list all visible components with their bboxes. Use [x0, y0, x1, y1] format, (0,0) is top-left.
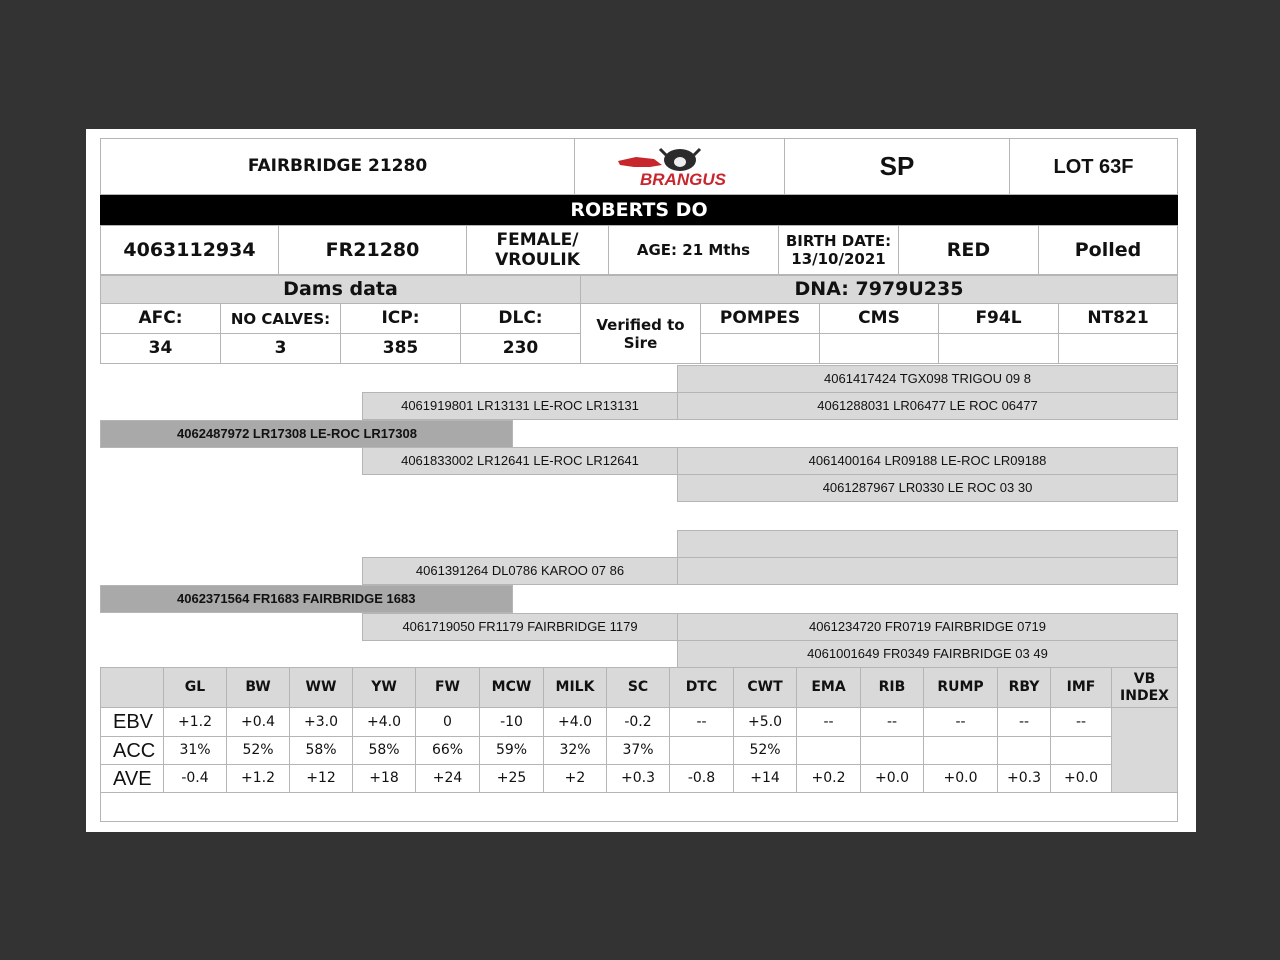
- ebv-value-ave-sc: +0.3: [606, 764, 670, 793]
- herd-code: FR21280: [278, 225, 467, 275]
- ebv-value-ebv-dtc: --: [669, 707, 734, 737]
- dlc-label: DLC:: [460, 303, 581, 334]
- ebv-value-acc-ema: [796, 736, 861, 765]
- ebv-value-ebv-rib: --: [860, 707, 924, 737]
- ebv-col-rump: RUMP: [923, 667, 998, 708]
- ebv-value-ebv-rump: --: [923, 707, 998, 737]
- footer-blank-row: [100, 792, 1178, 822]
- pedigree-dam: 4062371564 FR1683 FAIRBRIDGE 1683: [100, 585, 513, 613]
- vb-index-line1: VB: [1133, 670, 1156, 687]
- dams-title: Dams data: [100, 275, 581, 304]
- ebv-value-acc-rump: [923, 736, 998, 765]
- pedigree-dd-sire: 4061234720 FR0719 FAIRBRIDGE 0719: [677, 613, 1178, 641]
- ebv-value-acc-fw: 66%: [415, 736, 480, 765]
- ebv-col-rib: RIB: [860, 667, 924, 708]
- ebv-col-bw: BW: [226, 667, 290, 708]
- ebv-value-ebv-ema: --: [796, 707, 861, 737]
- ebv-corner: [100, 667, 164, 708]
- ebv-value-acc-ww: 58%: [289, 736, 353, 765]
- ebv-value-ave-ww: +12: [289, 764, 353, 793]
- logo-text: BRANGUS: [639, 169, 726, 189]
- ebv-value-ebv-fw: 0: [415, 707, 480, 737]
- ebv-value-ave-cwt: +14: [733, 764, 797, 793]
- id-number: 4063112934: [100, 225, 279, 275]
- dna-test-cms: CMS: [819, 303, 939, 334]
- dlc-value: 230: [460, 333, 581, 364]
- ebv-col-mcw: MCW: [479, 667, 544, 708]
- ebv-value-acc-imf: [1050, 736, 1112, 765]
- horn-status: Polled: [1038, 225, 1178, 275]
- icp-value: 385: [340, 333, 461, 364]
- dna-test-nt821: NT821: [1058, 303, 1178, 334]
- ebv-value-ave-mcw: +25: [479, 764, 544, 793]
- pedigree-sire-sire: 4061919801 LR13131 LE-ROC LR13131: [362, 392, 678, 420]
- sex-cell: [466, 225, 609, 275]
- age: AGE: 21 Mths: [608, 225, 779, 275]
- ebv-col-sc: SC: [606, 667, 670, 708]
- vb-index-line2: INDEX: [1120, 687, 1169, 704]
- ebv-col-yw: YW: [352, 667, 416, 708]
- pedigree-sire-dam: 4061833002 LR12641 LE-ROC LR12641: [362, 447, 678, 475]
- ebv-row-label-acc: ACC: [100, 736, 164, 765]
- ebv-value-ave-rump: +0.0: [923, 764, 998, 793]
- verified-cell: [580, 303, 701, 364]
- dna-result-nt821: [1058, 333, 1178, 364]
- ebv-value-ebv-mcw: -10: [479, 707, 544, 737]
- sex-line2: VROULIK: [495, 250, 580, 270]
- pedigree-sd-dam: 4061287967 LR0330 LE ROC 03 30: [677, 474, 1178, 502]
- brangus-logo: [574, 138, 785, 195]
- ebv-value-ave-fw: +24: [415, 764, 480, 793]
- ebv-value-ave-gl: -0.4: [163, 764, 227, 793]
- pedigree-dam-dam: 4061719050 FR1179 FAIRBRIDGE 1179: [362, 613, 678, 641]
- dna-result-cms: [819, 333, 939, 364]
- catalogue-card: [86, 129, 1196, 832]
- ebv-value-acc-rib: [860, 736, 924, 765]
- ebv-value-ebv-gl: +1.2: [163, 707, 227, 737]
- ebv-value-acc-yw: 58%: [352, 736, 416, 765]
- ebv-value-ebv-imf: --: [1050, 707, 1112, 737]
- ebv-value-ebv-sc: -0.2: [606, 707, 670, 737]
- breeder-bar: ROBERTS DO: [100, 195, 1178, 225]
- ebv-col-milk: MILK: [543, 667, 607, 708]
- lot-number: LOT 63F: [1009, 138, 1178, 195]
- pedigree-ds-sire: [677, 530, 1178, 558]
- pedigree-ds-dam: [677, 557, 1178, 585]
- ebv-value-ebv-milk: +4.0: [543, 707, 607, 737]
- pedigree-sire: 4062487972 LR17308 LE-ROC LR17308: [100, 420, 513, 448]
- ebv-col-gl: GL: [163, 667, 227, 708]
- ebv-row-label-ave: AVE: [100, 764, 164, 793]
- afc-label: AFC:: [100, 303, 221, 334]
- ebv-value-ave-yw: +18: [352, 764, 416, 793]
- ebv-value-acc-dtc: [669, 736, 734, 765]
- dna-test-f94l: F94L: [938, 303, 1059, 334]
- ebv-col-ww: WW: [289, 667, 353, 708]
- calves-value: 3: [220, 333, 341, 364]
- pedigree-dam-sire: 4061391264 DL0786 KAROO 07 86: [362, 557, 678, 585]
- ebv-value-acc-cwt: 52%: [733, 736, 797, 765]
- ebv-value-ave-ema: +0.2: [796, 764, 861, 793]
- ebv-value-acc-rby: [997, 736, 1051, 765]
- grade-badge: SP: [784, 138, 1010, 195]
- ebv-value-ebv-bw: +0.4: [226, 707, 290, 737]
- pedigree-ss-sire: 4061417424 TGX098 TRIGOU 09 8: [677, 365, 1178, 393]
- ebv-value-ave-imf: +0.0: [1050, 764, 1112, 793]
- ebv-value-ebv-cwt: +5.0: [733, 707, 797, 737]
- sex-line1: FEMALE/: [496, 229, 579, 250]
- ebv-value-ebv-rby: --: [997, 707, 1051, 737]
- ebv-value-acc-sc: 37%: [606, 736, 670, 765]
- ebv-value-ave-bw: +1.2: [226, 764, 290, 793]
- ebv-value-ave-dtc: -0.8: [669, 764, 734, 793]
- dna-result-f94l: [938, 333, 1059, 364]
- ebv-value-ave-milk: +2: [543, 764, 607, 793]
- ebv-col-rby: RBY: [997, 667, 1051, 708]
- pedigree-dd-dam: 4061001649 FR0349 FAIRBRIDGE 03 49: [677, 640, 1178, 668]
- birth-date-label: BIRTH DATE:: [785, 232, 892, 250]
- dna-title: DNA: 7979U235: [580, 275, 1178, 304]
- animal-name: FAIRBRIDGE 21280: [100, 138, 575, 195]
- ebv-value-ave-rby: +0.3: [997, 764, 1051, 793]
- ebv-value-acc-gl: 31%: [163, 736, 227, 765]
- vb-index-header: [1111, 667, 1178, 708]
- ebv-col-imf: IMF: [1050, 667, 1112, 708]
- pedigree-ss-dam: 4061288031 LR06477 LE ROC 06477: [677, 392, 1178, 420]
- ebv-value-acc-bw: 52%: [226, 736, 290, 765]
- bull-logo-icon: [610, 145, 750, 189]
- dna-test-pompes: POMPES: [700, 303, 820, 334]
- verified-line2: Sire: [623, 333, 658, 352]
- ebv-value-ebv-ww: +3.0: [289, 707, 353, 737]
- dna-result-pompes: [700, 333, 820, 364]
- ebv-col-fw: FW: [415, 667, 480, 708]
- calves-label: NO CALVES:: [220, 303, 341, 334]
- birth-date: 13/10/2021: [791, 250, 886, 268]
- color: RED: [898, 225, 1039, 275]
- ebv-col-cwt: CWT: [733, 667, 797, 708]
- birth-date-cell: [778, 225, 899, 275]
- ebv-value-ebv-yw: +4.0: [352, 707, 416, 737]
- ebv-value-acc-milk: 32%: [543, 736, 607, 765]
- verified-line1: Verified to: [596, 315, 685, 334]
- ebv-row-label-ebv: EBV: [100, 707, 164, 737]
- vb-index-value: [1111, 707, 1178, 793]
- ebv-col-dtc: DTC: [669, 667, 734, 708]
- pedigree-sd-sire: 4061400164 LR09188 LE-ROC LR09188: [677, 447, 1178, 475]
- ebv-value-ave-rib: +0.0: [860, 764, 924, 793]
- ebv-value-acc-mcw: 59%: [479, 736, 544, 765]
- afc-value: 34: [100, 333, 221, 364]
- icp-label: ICP:: [340, 303, 461, 334]
- ebv-col-ema: EMA: [796, 667, 861, 708]
